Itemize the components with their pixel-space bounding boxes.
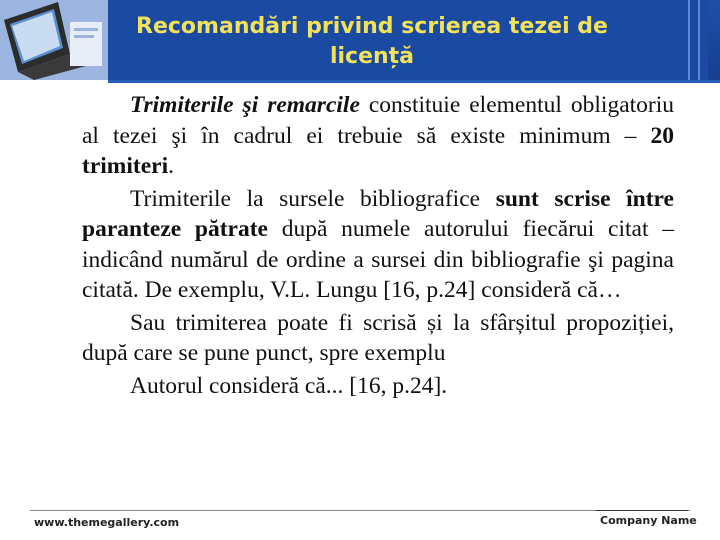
text-run: Trimiterile la sursele bibliografice [130,185,496,212]
footer-right-divider [596,510,688,511]
header-divider-right [698,0,700,80]
text-run: sunt scrise între paranteze pătrate [82,185,674,242]
text-run: Autorul consideră că... [16, p.24]. [130,372,448,399]
paragraph [82,90,674,182]
paragraph [82,371,674,402]
text-run: Trimiterile şi remarcile [130,92,360,118]
body-text [82,90,674,403]
header-divider-left [688,0,690,80]
footer-divider [30,510,690,511]
text-run: după numele autorului fiecărui citat – indicând numărul de ordine a sursei din bibliografie şi pagina citată. De exemplu, V.L. Lungu [16, p.24] consideră că… [82,216,674,303]
header-underline [108,80,720,83]
footer-company-name: Company Name [600,514,697,527]
text-run: . [168,153,174,179]
page-title: Recomandări privind scrierea tezei de licență [136,14,608,69]
paragraph [82,184,674,306]
text-run: 20 trimiteri [82,122,674,179]
text-run: constituie elementul obligatoriu al tezei şi în cadrul ei trebuie să existe minimum – [82,92,675,149]
text-run: Sau trimiterea poate fi scrisă și la sfârșitul propoziției, după care se pune punct, spre exemplu [82,309,674,366]
footer-website: www.themegallery.com [34,516,180,529]
paragraph [82,308,674,369]
computer-monitor-icon [0,0,108,80]
